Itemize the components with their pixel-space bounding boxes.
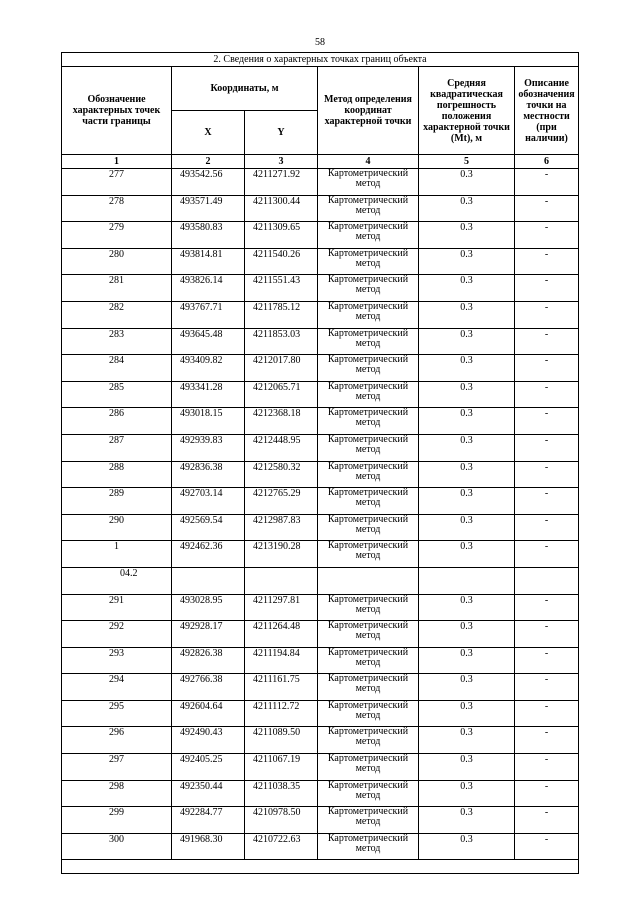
- point-label: 296: [62, 727, 172, 754]
- x-coordinate: 492350.44: [172, 780, 245, 807]
- description-cell: -: [515, 647, 579, 674]
- accuracy-cell: 0.3: [419, 594, 515, 621]
- y-coordinate: 4211300.44: [245, 195, 318, 222]
- x-coordinate: 492928.17: [172, 621, 245, 648]
- accuracy-cell: 0.3: [419, 621, 515, 648]
- table-row: [62, 328, 579, 355]
- column-number: 3: [245, 155, 318, 169]
- x-coordinate: 492490.43: [172, 727, 245, 754]
- method-cell: Картометрический метод: [318, 674, 419, 701]
- accuracy-cell: 0.3: [419, 541, 515, 568]
- table-row: [62, 594, 579, 621]
- column-number: 1: [62, 155, 172, 169]
- table-row: [62, 621, 579, 648]
- y-coordinate: 4211309.65: [245, 222, 318, 249]
- accuracy-cell: 0.3: [419, 647, 515, 674]
- point-label: 298: [62, 780, 172, 807]
- y-coordinate: 4213190.28: [245, 541, 318, 568]
- point-label: 294: [62, 674, 172, 701]
- table-row: [62, 195, 579, 222]
- description-cell: -: [515, 195, 579, 222]
- method-cell: Картометрический метод: [318, 275, 419, 302]
- point-label: 287: [62, 434, 172, 461]
- point-label: 277: [62, 169, 172, 196]
- method-cell: Картометрический метод: [318, 514, 419, 541]
- method-cell: Картометрический метод: [318, 594, 419, 621]
- x-coordinate: 492462.36: [172, 541, 245, 568]
- point-label: 291: [62, 594, 172, 621]
- x-coordinate: 493826.14: [172, 275, 245, 302]
- empty-cell: [245, 567, 318, 594]
- description-cell: -: [515, 275, 579, 302]
- table-row: [62, 833, 579, 860]
- table-row: [62, 169, 579, 196]
- description-cell: -: [515, 541, 579, 568]
- accuracy-cell: 0.3: [419, 780, 515, 807]
- column-number: 4: [318, 155, 419, 169]
- table-title: 2. Сведения о характерных точках границ объекта: [62, 53, 579, 67]
- description-cell: -: [515, 514, 579, 541]
- description-cell: -: [515, 169, 579, 196]
- column-number: 6: [515, 155, 579, 169]
- x-coordinate: 493580.83: [172, 222, 245, 249]
- empty-row: [62, 860, 579, 874]
- y-coordinate: 4211161.75: [245, 674, 318, 701]
- description-cell: -: [515, 381, 579, 408]
- page-number: 58: [315, 37, 325, 48]
- method-cell: Картометрический метод: [318, 807, 419, 834]
- point-label: 284: [62, 355, 172, 382]
- header-y: Y: [245, 111, 318, 155]
- accuracy-cell: 0.3: [419, 434, 515, 461]
- y-coordinate: 4211264.48: [245, 621, 318, 648]
- y-coordinate: 4211853.03: [245, 328, 318, 355]
- table-row: [62, 807, 579, 834]
- point-label: 283: [62, 328, 172, 355]
- x-coordinate: 493814.81: [172, 248, 245, 275]
- x-coordinate: 492703.14: [172, 488, 245, 515]
- accuracy-cell: 0.3: [419, 408, 515, 435]
- description-cell: -: [515, 594, 579, 621]
- table-row: [62, 275, 579, 302]
- y-coordinate: 4211194.84: [245, 647, 318, 674]
- accuracy-cell: 0.3: [419, 833, 515, 860]
- point-label: 300: [62, 833, 172, 860]
- method-cell: Картометрический метод: [318, 780, 419, 807]
- description-cell: -: [515, 222, 579, 249]
- accuracy-cell: 0.3: [419, 301, 515, 328]
- column-number: 5: [419, 155, 515, 169]
- point-label: 288: [62, 461, 172, 488]
- y-coordinate: 4211038.35: [245, 780, 318, 807]
- y-coordinate: 4211067.19: [245, 754, 318, 781]
- description-cell: -: [515, 754, 579, 781]
- header-accuracy: Средняя квадратическая погрешность положения характерной точки (Mt), м: [419, 67, 515, 155]
- point-label: 290: [62, 514, 172, 541]
- method-cell: Картометрический метод: [318, 621, 419, 648]
- method-cell: Картометрический метод: [318, 754, 419, 781]
- x-coordinate: 493571.49: [172, 195, 245, 222]
- y-coordinate: 4211785.12: [245, 301, 318, 328]
- table-row: [62, 408, 579, 435]
- method-cell: Картометрический метод: [318, 222, 419, 249]
- point-label: 286: [62, 408, 172, 435]
- table-row: [62, 248, 579, 275]
- description-cell: -: [515, 301, 579, 328]
- method-cell: Картометрический метод: [318, 833, 419, 860]
- accuracy-cell: 0.3: [419, 355, 515, 382]
- y-coordinate: 4212368.18: [245, 408, 318, 435]
- y-coordinate: 4211271.92: [245, 169, 318, 196]
- table-row: [62, 461, 579, 488]
- method-cell: Картометрический метод: [318, 434, 419, 461]
- point-label: 279: [62, 222, 172, 249]
- x-coordinate: 492939.83: [172, 434, 245, 461]
- x-coordinate: 491968.30: [172, 833, 245, 860]
- accuracy-cell: 0.3: [419, 514, 515, 541]
- x-coordinate: 493018.15: [172, 408, 245, 435]
- x-coordinate: 493028.95: [172, 594, 245, 621]
- table-row: [62, 727, 579, 754]
- accuracy-cell: 0.3: [419, 222, 515, 249]
- y-coordinate: 4212448.95: [245, 434, 318, 461]
- accuracy-cell: 0.3: [419, 248, 515, 275]
- y-coordinate: 4211540.26: [245, 248, 318, 275]
- y-coordinate: 4211297.81: [245, 594, 318, 621]
- description-cell: -: [515, 355, 579, 382]
- method-cell: Картометрический метод: [318, 355, 419, 382]
- point-label: 292: [62, 621, 172, 648]
- header-method: Метод определения координат характерной точки: [318, 67, 419, 155]
- accuracy-cell: 0.3: [419, 727, 515, 754]
- x-coordinate: 493341.28: [172, 381, 245, 408]
- method-cell: Картометрический метод: [318, 461, 419, 488]
- accuracy-cell: 0.3: [419, 807, 515, 834]
- method-cell: Картометрический метод: [318, 381, 419, 408]
- accuracy-cell: 0.3: [419, 754, 515, 781]
- x-coordinate: 492604.64: [172, 700, 245, 727]
- x-coordinate: 492836.38: [172, 461, 245, 488]
- x-coordinate: 492284.77: [172, 807, 245, 834]
- header-description: Описание обозначения точки на местности (при наличии): [515, 67, 579, 155]
- empty-cell: [419, 567, 515, 594]
- point-label: 282: [62, 301, 172, 328]
- empty-cell: [318, 567, 419, 594]
- x-coordinate: 492826.38: [172, 647, 245, 674]
- header-point: Обозначение характерных точек части границы: [62, 67, 172, 155]
- section-label: 04.2: [62, 567, 172, 594]
- accuracy-cell: 0.3: [419, 328, 515, 355]
- method-cell: Картометрический метод: [318, 727, 419, 754]
- table-row: [62, 434, 579, 461]
- y-coordinate: 4211551.43: [245, 275, 318, 302]
- method-cell: Картометрический метод: [318, 328, 419, 355]
- method-cell: Картометрический метод: [318, 248, 419, 275]
- y-coordinate: 4212580.32: [245, 461, 318, 488]
- accuracy-cell: 0.3: [419, 461, 515, 488]
- table-row: [62, 381, 579, 408]
- header-coords: Координаты, м: [172, 67, 318, 111]
- table-row: [62, 754, 579, 781]
- description-cell: -: [515, 780, 579, 807]
- point-label: 299: [62, 807, 172, 834]
- boundary-points-table: [61, 52, 579, 874]
- method-cell: Картометрический метод: [318, 488, 419, 515]
- y-coordinate: 4212017.80: [245, 355, 318, 382]
- x-coordinate: 493542.56: [172, 169, 245, 196]
- point-label: 289: [62, 488, 172, 515]
- table-row: [62, 674, 579, 701]
- description-cell: -: [515, 727, 579, 754]
- method-cell: Картометрический метод: [318, 301, 419, 328]
- y-coordinate: 4210978.50: [245, 807, 318, 834]
- description-cell: -: [515, 674, 579, 701]
- table-row: [62, 222, 579, 249]
- description-cell: -: [515, 488, 579, 515]
- accuracy-cell: 0.3: [419, 275, 515, 302]
- x-coordinate: 492766.38: [172, 674, 245, 701]
- header-x: X: [172, 111, 245, 155]
- y-coordinate: 4210722.63: [245, 833, 318, 860]
- section-row: [62, 567, 579, 594]
- y-coordinate: 4212065.71: [245, 381, 318, 408]
- table-row: [62, 301, 579, 328]
- table-body: [62, 169, 579, 860]
- accuracy-cell: 0.3: [419, 381, 515, 408]
- description-cell: -: [515, 621, 579, 648]
- point-label: 280: [62, 248, 172, 275]
- method-cell: Картометрический метод: [318, 700, 419, 727]
- description-cell: -: [515, 807, 579, 834]
- method-cell: Картометрический метод: [318, 647, 419, 674]
- table-row: [62, 514, 579, 541]
- x-coordinate: 493645.48: [172, 328, 245, 355]
- table-row: [62, 355, 579, 382]
- description-cell: -: [515, 434, 579, 461]
- table-row: [62, 780, 579, 807]
- empty-cell: [515, 567, 579, 594]
- point-label: 1: [62, 541, 172, 568]
- description-cell: -: [515, 248, 579, 275]
- point-label: 295: [62, 700, 172, 727]
- y-coordinate: 4211089.50: [245, 727, 318, 754]
- point-label: 293: [62, 647, 172, 674]
- y-coordinate: 4212987.83: [245, 514, 318, 541]
- y-coordinate: 4211112.72: [245, 700, 318, 727]
- x-coordinate: 492569.54: [172, 514, 245, 541]
- x-coordinate: 493767.71: [172, 301, 245, 328]
- accuracy-cell: 0.3: [419, 700, 515, 727]
- point-label: 297: [62, 754, 172, 781]
- method-cell: Картометрический метод: [318, 195, 419, 222]
- method-cell: Картометрический метод: [318, 408, 419, 435]
- point-label: 285: [62, 381, 172, 408]
- table-row: [62, 488, 579, 515]
- x-coordinate: 493409.82: [172, 355, 245, 382]
- method-cell: Картометрический метод: [318, 169, 419, 196]
- description-cell: -: [515, 700, 579, 727]
- accuracy-cell: 0.3: [419, 195, 515, 222]
- description-cell: -: [515, 408, 579, 435]
- accuracy-cell: 0.3: [419, 169, 515, 196]
- x-coordinate: 492405.25: [172, 754, 245, 781]
- table-row: [62, 541, 579, 568]
- description-cell: -: [515, 328, 579, 355]
- table-row: [62, 700, 579, 727]
- point-label: 281: [62, 275, 172, 302]
- y-coordinate: 4212765.29: [245, 488, 318, 515]
- empty-cell: [172, 567, 245, 594]
- method-cell: Картометрический метод: [318, 541, 419, 568]
- description-cell: -: [515, 461, 579, 488]
- table-row: [62, 647, 579, 674]
- description-cell: -: [515, 833, 579, 860]
- column-number: 2: [172, 155, 245, 169]
- accuracy-cell: 0.3: [419, 674, 515, 701]
- point-label: 278: [62, 195, 172, 222]
- accuracy-cell: 0.3: [419, 488, 515, 515]
